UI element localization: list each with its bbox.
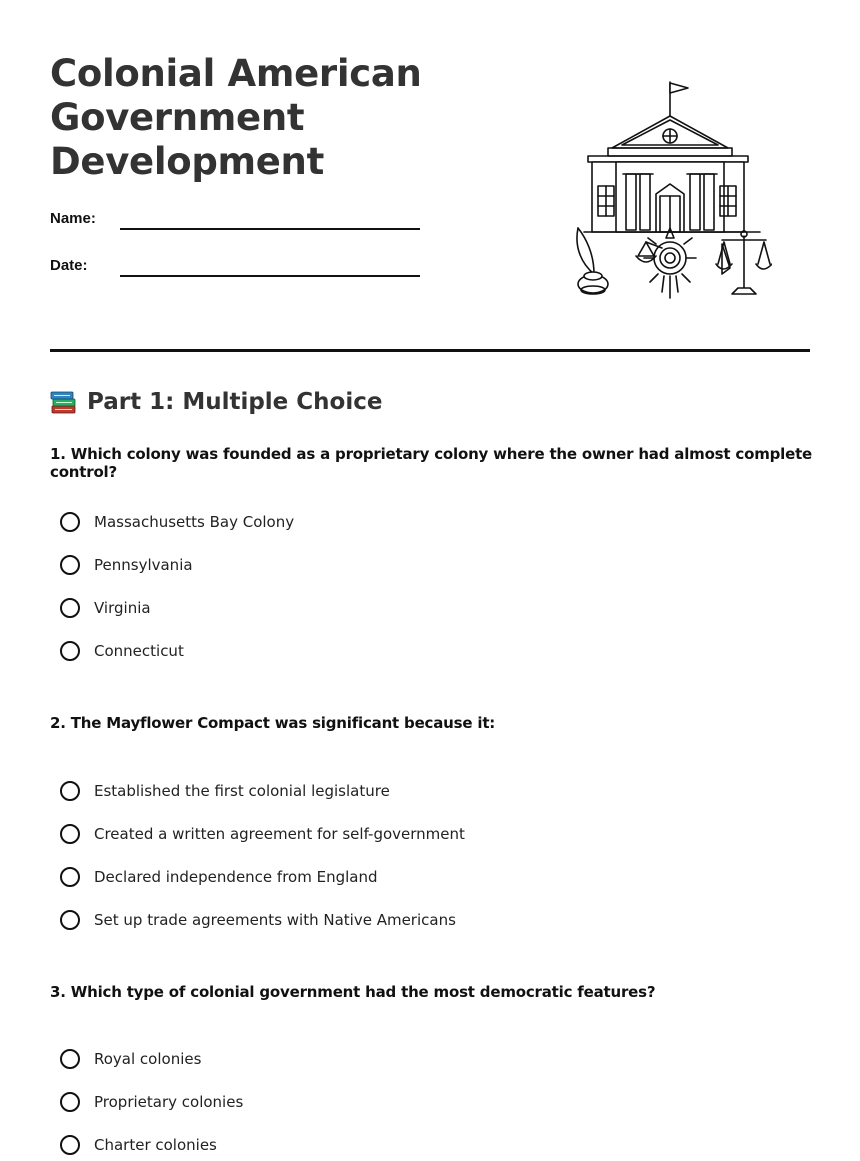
question-2: 2. The Mayflower Compact was significant because it:	[50, 714, 496, 732]
q3-option[interactable]	[60, 1132, 217, 1158]
q2-option[interactable]	[60, 778, 390, 804]
radio-button[interactable]	[60, 867, 80, 887]
radio-button[interactable]	[60, 555, 80, 575]
option-label: Pennsylvania	[94, 556, 193, 574]
question-1: 1. Which colony was founded as a proprietary colony where the owner had almost complete control?	[50, 445, 813, 481]
radio-button[interactable]	[60, 1092, 80, 1112]
q1-option[interactable]	[60, 595, 151, 621]
radio-button[interactable]	[60, 1135, 80, 1155]
option-label: Created a written agreement for self-government	[94, 825, 465, 843]
date-field	[50, 255, 420, 285]
option-label: Connecticut	[94, 642, 184, 660]
q2-option[interactable]	[60, 821, 465, 847]
radio-button[interactable]	[60, 641, 80, 661]
worksheet-title: Colonial American Government Development	[50, 52, 422, 183]
question-3: 3. Which type of colonial government had the most democratic features?	[50, 983, 656, 1001]
header-divider	[50, 349, 810, 352]
option-label: Declared independence from England	[94, 868, 378, 886]
q1-option[interactable]	[60, 552, 193, 578]
q2-option[interactable]	[60, 907, 456, 933]
option-label: Proprietary colonies	[94, 1093, 244, 1111]
q1-option[interactable]	[60, 638, 184, 664]
option-label: Set up trade agreements with Native Americans	[94, 911, 456, 929]
q2-option[interactable]	[60, 864, 378, 890]
name-label: Name:	[50, 210, 96, 227]
books-icon	[50, 388, 77, 416]
name-line[interactable]	[120, 228, 420, 230]
part1-title: Part 1: Multiple Choice	[87, 389, 383, 415]
option-label: Massachusetts Bay Colony	[94, 513, 295, 531]
part1-heading	[50, 388, 382, 416]
radio-button[interactable]	[60, 824, 80, 844]
option-label: Established the first colonial legislature	[94, 782, 390, 800]
option-label: Royal colonies	[94, 1050, 202, 1068]
radio-button[interactable]	[60, 512, 80, 532]
radio-button[interactable]	[60, 781, 80, 801]
q3-option[interactable]	[60, 1046, 201, 1072]
date-line[interactable]	[120, 275, 420, 277]
colonial-government-building-icon	[572, 78, 772, 306]
q1-option[interactable]	[60, 509, 294, 535]
radio-button[interactable]	[60, 1049, 80, 1069]
option-label: Charter colonies	[94, 1136, 217, 1154]
q3-option[interactable]	[60, 1089, 243, 1115]
option-label: Virginia	[94, 599, 151, 617]
radio-button[interactable]	[60, 598, 80, 618]
date-label: Date:	[50, 257, 88, 274]
radio-button[interactable]	[60, 910, 80, 930]
name-field	[50, 208, 420, 238]
